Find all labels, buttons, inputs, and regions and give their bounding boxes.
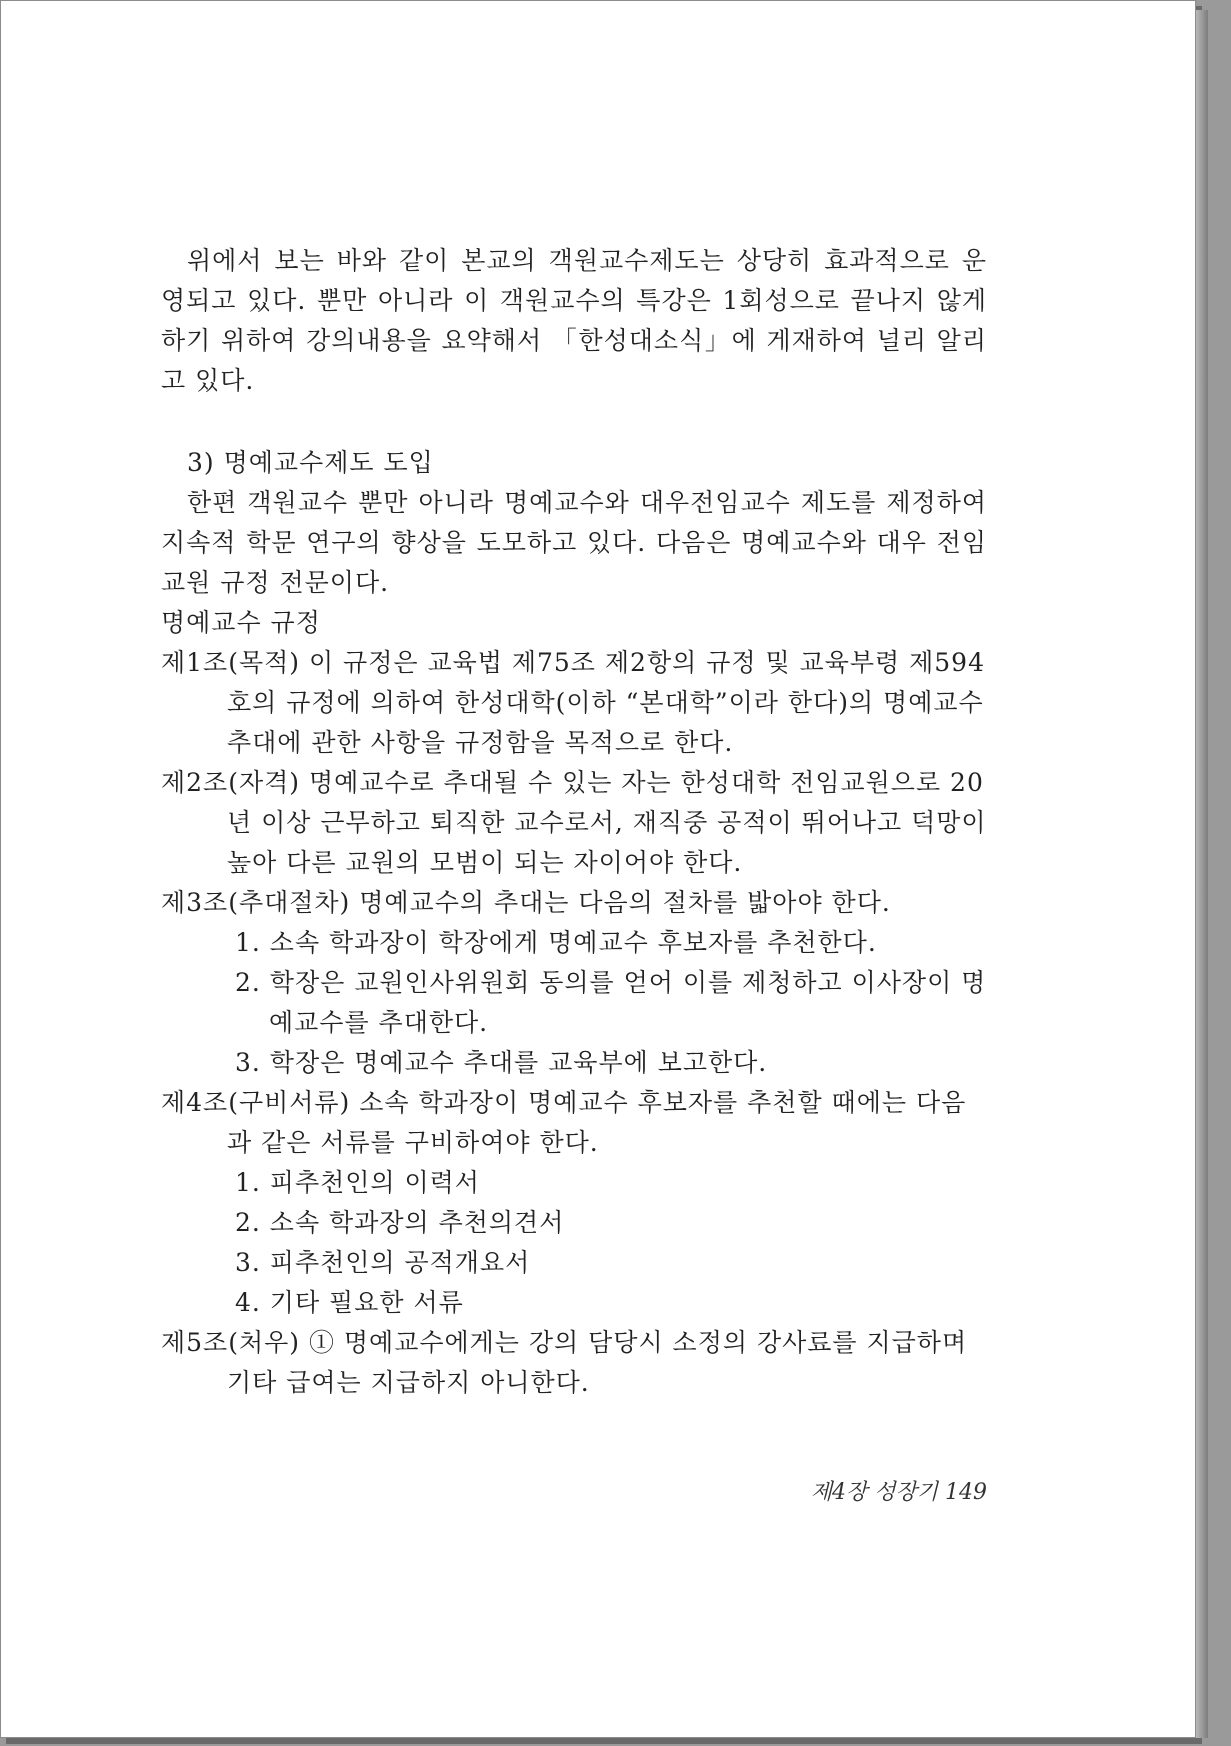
section-heading: 3) 명예교수제도 도입	[187, 448, 434, 477]
list-item: 2. 소속 학과장의 추천의견서	[235, 1208, 565, 1237]
article-5	[161, 1323, 987, 1403]
section-body-paragraph: 한편 객원교수 뿐만 아니라 명예교수와 대우전임교수 제도를 제정하여 지속적 학문 연구의 향상을 도모하고 있다. 다음은 명예교수와 대우 전임교원 규정 전문이다.	[161, 488, 987, 597]
article-text: 제4조(구비서류) 소속 학과장이 명예교수 후보자를 추천할 때에는 다음과 같은 서류를 구비하여야 한다.	[161, 1088, 967, 1157]
list-item: 4. 기타 필요한 서류	[235, 1288, 464, 1317]
article-text: 제5조(처우) ① 명예교수에게는 강의 담당시 소정의 강사료를 지급하며 기타 급여는 지급하지 아니한다.	[161, 1328, 968, 1397]
list-item: 1. 소속 학과장이 학장에게 명예교수 후보자를 추천한다.	[235, 928, 877, 957]
page-content	[161, 241, 987, 1403]
article-text: 제2조(자격) 명예교수로 추대될 수 있는 자는 한성대학 전임교원으로 20년 이상 근무하고 퇴직한 교수로서, 재직중 공적이 뛰어나고 덕망이 높아 다른 교원의 모범이 되는 자이어야 한다.	[161, 768, 987, 877]
article-text: 제1조(목적) 이 규정은 교육법 제75조 제2항의 규정 및 교육부령 제594호의 규정에 의하여 한성대학(이하 “본대학”이라 한다)의 명예교수 추대에 관한 사항을 규정함을 목적으로 한다.	[161, 648, 985, 757]
list-item: 3. 피추천인의 공적개요서	[235, 1248, 531, 1277]
article-2	[161, 763, 987, 883]
list-item: 1. 피추천인의 이력서	[235, 1168, 480, 1197]
page-edge-shadow	[1196, 10, 1208, 1738]
list-item: 3. 학장은 명예교수 추대를 교육부에 보고한다.	[235, 1048, 768, 1077]
article-4	[161, 1083, 987, 1323]
article-text: 제3조(추대절차) 명예교수의 추대는 다음의 절차를 밟아야 한다.	[161, 888, 891, 917]
list-item: 2. 학장은 교원인사위원회 동의를 얻어 이를 제청하고 이사장이 명예교수를 추대한다.	[235, 968, 987, 1037]
intro-paragraph: 위에서 보는 바와 같이 본교의 객원교수제도는 상당히 효과적으로 운영되고 있다. 뿐만 아니라 이 객원교수의 특강은 1회성으로 끝나지 않게 하기 위하여 강의내용을 요약해서 「한성대소식」에 게재하여 널리 알리고 있다.	[161, 246, 987, 395]
regulation-title: 명예교수 규정	[161, 608, 321, 637]
running-head-page-number: 제4장 성장기 149	[810, 1480, 987, 1505]
article-1	[161, 643, 987, 763]
article-3	[161, 883, 987, 1083]
